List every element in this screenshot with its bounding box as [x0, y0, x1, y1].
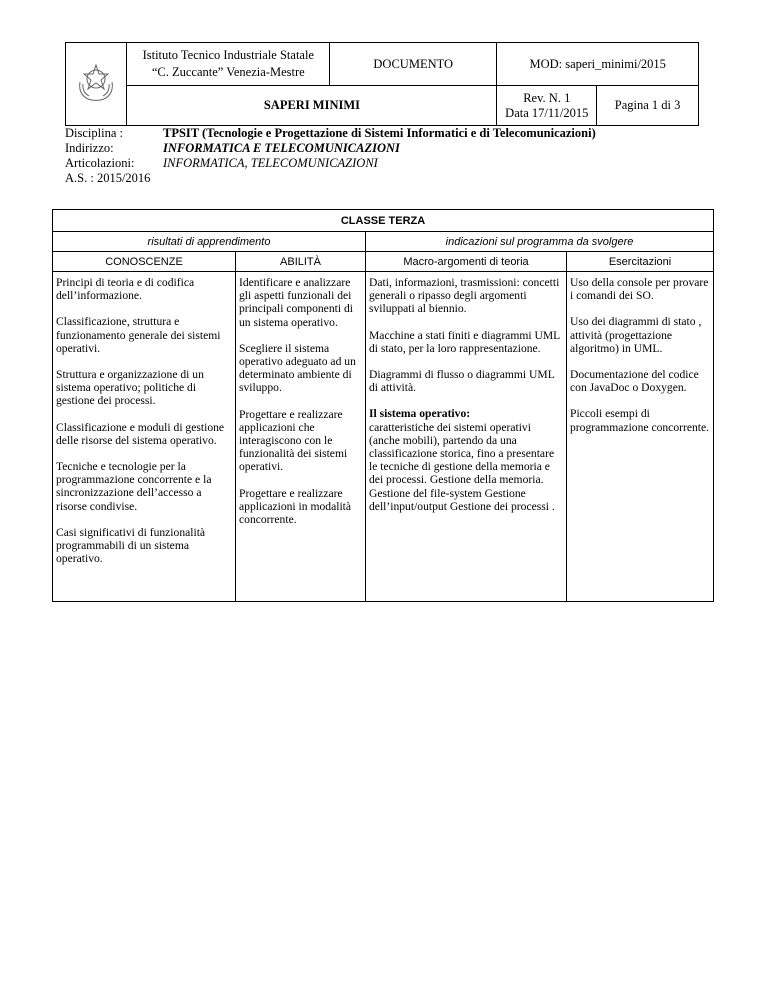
macro-item: caratteristiche dei sistemi operativi (anche mobili), partendo da una classificazione storica, fino a presentare le tecniche di gestione della memoria e dei processi. Gestione della memoria. Gestione del file-system Gestione dell’input/output Gestione dei processi . [369, 420, 555, 513]
conoscenze-item: Principi di teoria e di codifica dell’informazione. [56, 276, 195, 303]
page-number: Pagina 1 di 3 [597, 86, 699, 126]
conoscenze-cell [53, 272, 236, 602]
articolazioni-label: Articolazioni: [65, 156, 135, 170]
macro-item: Dati, informazioni, trasmissioni: concetti generali o ripasso degli argomenti sviluppati al biennio. [369, 276, 560, 316]
esercitazioni-item: Uso dei diagrammi di stato , attività (progettazione algoritmo) in UML. [570, 315, 702, 355]
abilita-item: Progettare e realizzare applicazioni che interagiscono con le funzionalità dei sistemi operativi. [239, 407, 348, 474]
group-indicazioni: indicazioni sul programma da svolgere [366, 232, 714, 252]
conoscenze-item: Struttura e organizzazione di un sistema operativo; politiche di gestione dei processi. [56, 368, 204, 408]
esercitazioni-item: Piccoli esempi di programmazione concorrente. [570, 407, 710, 434]
anno-scolastico: A.S. : 2015/2016 [65, 171, 151, 185]
document-meta [65, 126, 596, 186]
indirizzo-label: Indirizzo: [65, 141, 114, 155]
articolazioni-value: INFORMATICA, TELECOMUNICAZIONI [163, 156, 378, 170]
school-line-2: “C. Zuccante” Venezia-Mestre [151, 65, 305, 79]
col-macro: Macro-argomenti di teoria [366, 252, 567, 272]
col-conoscenze: CONOSCENZE [53, 252, 236, 272]
revision-cell [497, 86, 597, 126]
conoscenze-item: Casi significativi di funzionalità programmabili di un sistema operativo. [56, 525, 206, 566]
esercitazioni-cell [567, 272, 714, 602]
macro-item: Macchine a stati finiti e diagrammi UML di stato, per la loro rappresentazione. [369, 328, 560, 355]
emblem-cell [66, 43, 127, 126]
school-line-1: Istituto Tecnico Industriale Statale [142, 48, 314, 62]
conoscenze-item: Classificazione, struttura e funzionamento generale dei sistemi operativi. [56, 315, 221, 355]
class-heading: CLASSE TERZA [53, 210, 714, 232]
school-name [127, 43, 330, 86]
revision-number: Rev. N. 1 [523, 90, 571, 105]
conoscenze-item: Tecniche e tecnologie per la programmazione concorrente e la sincronizzazione dell’accesso a risorse condivise. [56, 460, 212, 513]
group-risultati: risultati di apprendimento [53, 232, 366, 252]
macro-cell [366, 272, 567, 602]
macro-heading: Il sistema operativo: [369, 407, 471, 421]
doc-label: DOCUMENTO [330, 43, 497, 86]
abilita-item: Scegliere il sistema operativo adeguato ad un determinato ambiente di sviluppo. [239, 341, 356, 395]
mod-code: MOD: saperi_minimi/2015 [497, 43, 699, 86]
col-abilita: ABILITÀ [236, 252, 366, 272]
abilita-item: Progettare e realizzare applicazioni in modalità concorrente. [239, 486, 352, 527]
macro-item: Diagrammi di flusso o diagrammi UML di attività. [369, 368, 555, 395]
conoscenze-item: Classificazione e moduli di gestione delle risorse del sistema operativo. [56, 420, 225, 447]
disciplina-label: Disciplina : [65, 126, 123, 140]
col-esercitazioni: Esercitazioni [567, 252, 714, 272]
revision-date: Data 17/11/2015 [505, 105, 589, 120]
esercitazioni-item: Uso della console per provare i comandi dei SO. [570, 276, 709, 303]
disciplina-value: TPSIT (Tecnologie e Progettazione di Sistemi Informatici e di Telecomunicazioni) [163, 126, 596, 140]
doc-title: SAPERI MINIMI [127, 86, 497, 126]
abilita-cell [236, 272, 366, 602]
abilita-item: Identificare e analizzare gli aspetti funzionali dei principali componenti di un sistema operativo. [239, 276, 353, 329]
indirizzo-value: INFORMATICA E TELECOMUNICAZIONI [163, 141, 400, 155]
esercitazioni-item: Documentazione del codice con JavaDoc o Doxygen. [570, 368, 699, 395]
document-header [65, 42, 699, 126]
curriculum-table [52, 209, 714, 602]
republic-emblem-icon [74, 62, 118, 102]
